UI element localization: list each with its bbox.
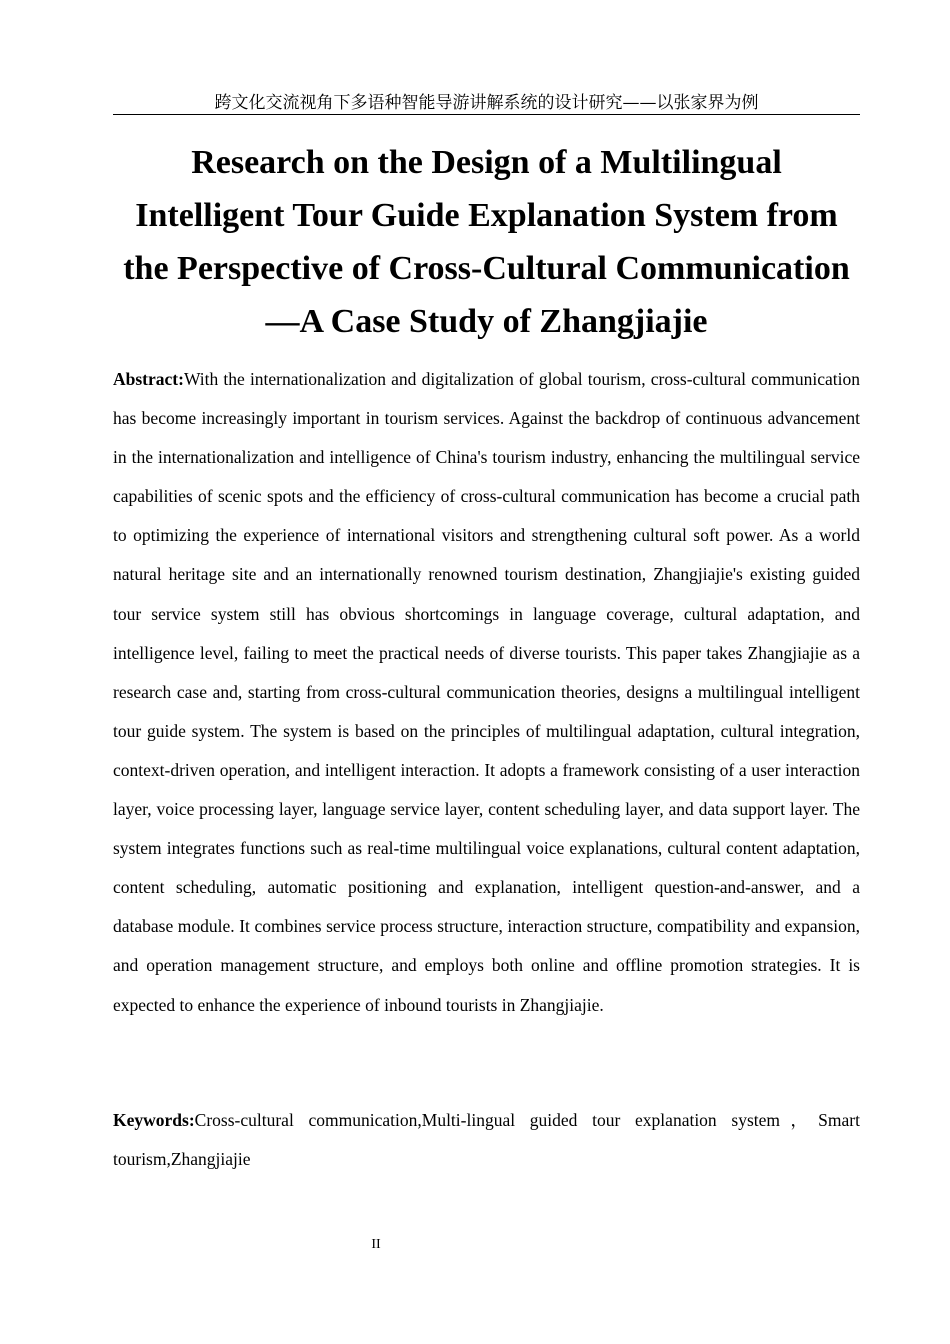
keywords-paragraph bbox=[113, 1101, 860, 1179]
abstract-text: With the internationalization and digitalization of global tourism, cross-cultural communication has become increasingly important in tourism services. Against the backdrop of continuous advancement in the internationalization and intelligence of China's tourism industry, enhancing the multilingual service capabilities of scenic spots and the efficiency of cross-cultural communication has become a crucial path to optimizing the experience of international visitors and strengthening cultural soft power. As a world natural heritage site and an internationally renowned tourism destination, Zhangjiajie's existing guided tour service system still has obvious shortcomings in language coverage, cultural adaptation, and intelligence level, failing to meet the practical needs of diverse tourists. This paper takes Zhangjiajie as a research case and, starting from cross-cultural communication theories, designs a multilingual intelligent tour guide system. The system is based on the principles of multilingual adaptation, cultural integration, context-driven operation, and intelligent interaction. It adopts a framework consisting of a user interaction layer, voice processing layer, language service layer, content scheduling layer, and data support layer. The system integrates functions such as real-time multilingual voice explanations, cultural content adaptation, content scheduling, automatic positioning and explanation, intelligent question-and-answer, and a database module. It combines service process structure, interaction structure, compatibility and expansion, and operation management structure, and employs both online and offline promotion strategies. It is expected to enhance the experience of inbound tourists in Zhangjiajie. bbox=[113, 369, 860, 1015]
page-number: II bbox=[371, 1237, 381, 1252]
keywords-label: Keywords: bbox=[113, 1110, 195, 1130]
running-header: 跨文化交流视角下多语种智能导游讲解系统的设计研究——以张家界为例 bbox=[113, 92, 860, 115]
keywords-text: Cross-cultural communication,Multi-lingual guided tour explanation system，Smart tourism,Zhangjiajie bbox=[113, 1110, 860, 1169]
abstract-label: Abstract: bbox=[113, 369, 184, 389]
paper-title: Research on the Design of a Multilingual Intelligent Tour Guide Explanation System from the Perspective of Cross-Cultural Communication—A Case Study of Zhangjiajie bbox=[123, 144, 850, 340]
abstract-paragraph bbox=[113, 360, 860, 1025]
